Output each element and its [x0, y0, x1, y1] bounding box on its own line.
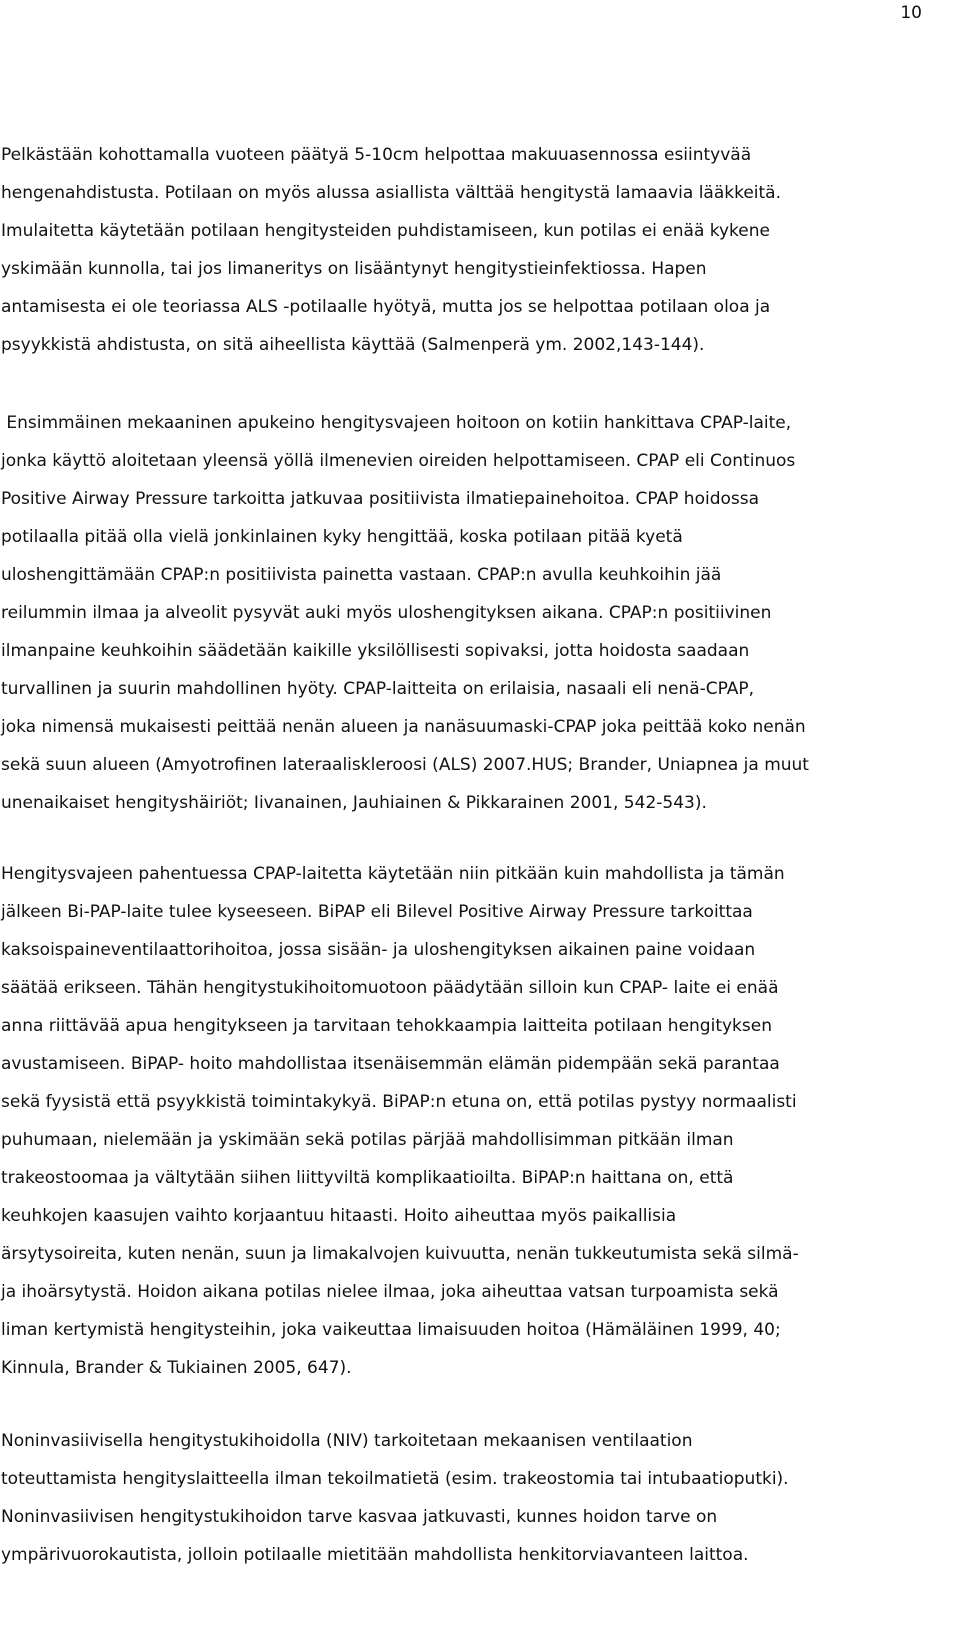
paragraph-positioning-and-suction — [1, 136, 941, 364]
text-line: yskimään kunnolla, tai jos limaneritys on lisääntynyt hengitystieinfektiossa. Hapen — [1, 259, 707, 279]
text-line: Imulaitetta käytetään potilaan hengitysteiden puhdistamiseen, kun potilas ei enää kykene — [1, 221, 770, 241]
text-line: ympärivuorokautista, jolloin potilaalle mietitään mahdollista henkitorviavanteen laittoa. — [1, 1545, 749, 1565]
text-line: ja ihoärsytystä. Hoidon aikana potilas nielee ilmaa, joka aiheuttaa vatsan turpoamista sekä — [1, 1282, 779, 1302]
text-line: anna riittävää apua hengitykseen ja tarvitaan tehokkaampia laitteita potilaan hengityksen — [1, 1016, 772, 1036]
text-line: avustamiseen. BiPAP- hoito mahdollistaa itsenäisemmän elämän pidempään sekä parantaa — [1, 1054, 780, 1074]
text-line: jonka käyttö aloitetaan yleensä yöllä ilmenevien oireiden helpottamiseen. CPAP eli Continuos — [1, 451, 796, 471]
text-line: joka nimensä mukaisesti peittää nenän alueen ja nanäsuumaski-CPAP joka peittää koko nenän — [1, 717, 806, 737]
paragraph-niv — [1, 1422, 941, 1574]
text-line: unenaikaiset hengityshäiriöt; Iivanainen, Jauhiainen & Pikkarainen 2001, 542-543). — [1, 793, 707, 813]
text-line: jälkeen Bi-PAP-laite tulee kyseeseen. BiPAP eli Bilevel Positive Airway Pressure tarkoittaa — [1, 902, 753, 922]
text-line: hengenahdistusta. Potilaan on myös alussa asiallista välttää hengitystä lamaavia lääkkeitä. — [1, 183, 782, 203]
text-line: reilummin ilmaa ja alveolit pysyvät auki myös uloshengityksen aikana. CPAP:n positiivinen — [1, 603, 772, 623]
text-line: Hengitysvajeen pahentuessa CPAP-laitetta käytetään niin pitkään kuin mahdollista ja tämän — [1, 864, 785, 884]
text-line: Noninvasiivisen hengitystukihoidon tarve kasvaa jatkuvasti, kunnes hoidon tarve on — [1, 1507, 718, 1527]
text-line: sekä suun alueen (Amyotrofinen lateraaliskleroosi (ALS) 2007.HUS; Brander, Uniapnea ja muut — [1, 755, 809, 775]
text-line: psyykkistä ahdistusta, on sitä aiheellista käyttää (Salmenperä ym. 2002,143-144). — [1, 335, 705, 355]
page-number: 10 — [900, 3, 922, 23]
text-line: toteuttamista hengityslaitteella ilman tekoilmatietä (esim. trakeostomia tai intubaatioputki). — [1, 1469, 789, 1489]
text-line: turvallinen ja suurin mahdollinen hyöty. CPAP-laitteita on erilaisia, nasaali eli nenä-CPAP, — [1, 679, 755, 699]
text-line: Kinnula, Brander & Tukiainen 2005, 647). — [1, 1358, 352, 1378]
text-line: sekä fyysistä että psyykkistä toimintakykyä. BiPAP:n etuna on, että potilas pystyy normaalisti — [1, 1092, 797, 1112]
text-line: uloshengittämään CPAP:n positiivista painetta vastaan. CPAP:n avulla keuhkoihin jää — [1, 565, 722, 585]
text-line: trakeostoomaa ja vältytään siihen liittyviltä komplikaatioilta. BiPAP:n haittana on, että — [1, 1168, 734, 1188]
text-line: antamisesta ei ole teoriassa ALS -potilaalle hyötyä, mutta jos se helpottaa potilaan oloa ja — [1, 297, 771, 317]
text-line: liman kertymistä hengitysteihin, joka vaikeuttaa limaisuuden hoitoa (Hämäläinen 1999, 40; — [1, 1320, 781, 1340]
text-line: keuhkojen kaasujen vaihto korjaantuu hitaasti. Hoito aiheuttaa myös paikallisia — [1, 1206, 677, 1226]
text-line: Pelkästään kohottamalla vuoteen päätyä 5-10cm helpottaa makuuasennossa esiintyvää — [1, 145, 752, 165]
text-line: ilmanpaine keuhkoihin säädetään kaikille yksilöllisesti sopivaksi, jotta hoidosta saadaan — [1, 641, 750, 661]
text-line: Noninvasiivisella hengitystukihoidolla (NIV) tarkoitetaan mekaanisen ventilaation — [1, 1431, 693, 1451]
paragraph-bipap — [1, 855, 941, 1387]
text-line: Ensimmäinen mekaaninen apukeino hengitysvajeen hoitoon on kotiin hankittava CPAP-laite, — [1, 413, 792, 433]
text-line: potilaalla pitää olla vielä jonkinlainen kyky hengittää, koska potilaan pitää kyetä — [1, 527, 683, 547]
text-line: kaksoispaineventilaattorihoitoa, jossa sisään- ja uloshengityksen aikainen paine voidaan — [1, 940, 756, 960]
text-line: ärsytysoireita, kuten nenän, suun ja limakalvojen kuivuutta, nenän tukkeutumista sekä silmä- — [1, 1244, 799, 1264]
text-line: Positive Airway Pressure tarkoitta jatkuvaa positiivista ilmatiepainehoitoa. CPAP hoidossa — [1, 489, 760, 509]
paragraph-cpap — [1, 404, 941, 822]
text-line: säätää erikseen. Tähän hengitystukihoitomuotoon päädytään silloin kun CPAP- laite ei enää — [1, 978, 779, 998]
text-line: puhumaan, nielemään ja yskimään sekä potilas pärjää mahdollisimman pitkään ilman — [1, 1130, 734, 1150]
